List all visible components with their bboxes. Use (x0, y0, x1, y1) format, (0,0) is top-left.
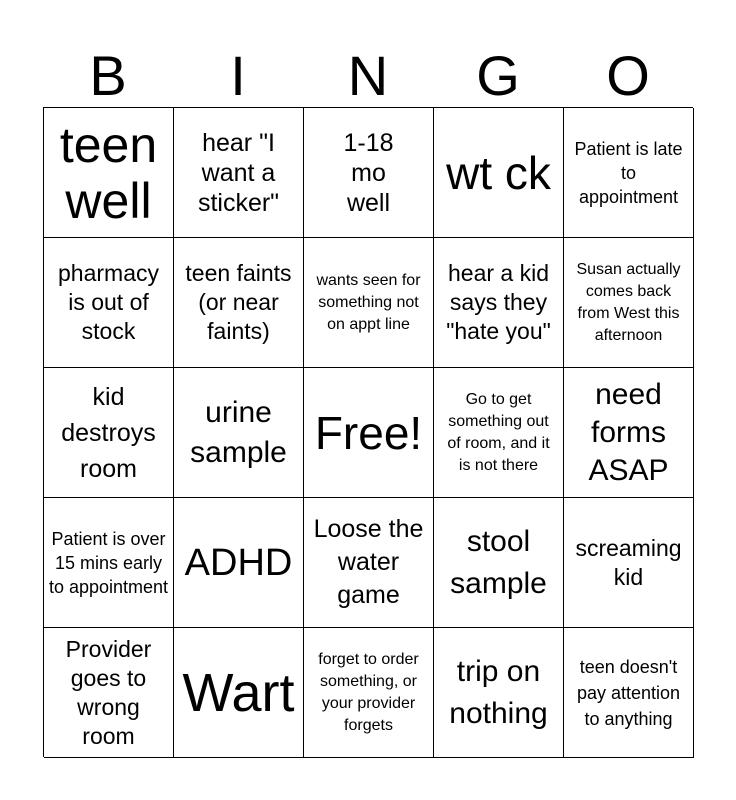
cell-label: Loose the water game (313, 515, 424, 609)
cell-label: forget to order something, or your provider forgets (318, 650, 419, 734)
header-letter-g: G (476, 44, 520, 107)
bingo-cell-r5c4[interactable] (434, 628, 564, 758)
cell-label: Provider goes to wrong room (65, 635, 152, 749)
bingo-cell-r1c4[interactable] (434, 108, 564, 238)
bingo-cell-r2c1[interactable] (44, 238, 174, 368)
cell-label: 1-18 mo well (343, 128, 394, 217)
cell-label: Patient is late to appointment (574, 138, 683, 207)
bingo-cell-r2c5[interactable] (564, 238, 694, 368)
cell-label: kid destroys room (61, 382, 156, 483)
bingo-cell-r4c2[interactable] (174, 498, 304, 628)
cell-label: teen doesn't pay attention to anything (576, 656, 681, 729)
cell-label: Patient is over 15 mins early to appointment (48, 528, 169, 597)
bingo-cell-r3c4[interactable] (434, 368, 564, 498)
cell-label: trip on nothing (449, 654, 548, 730)
bingo-cell-r3c2[interactable] (174, 368, 304, 498)
cell-label: need forms ASAP (588, 377, 669, 487)
cell-label: stool sample (450, 524, 547, 600)
bingo-cell-r1c3[interactable] (304, 108, 434, 238)
bingo-cell-r1c1[interactable] (44, 108, 174, 238)
bingo-cell-r3c5[interactable] (564, 368, 694, 498)
cell-label: hear a kid says they "hate you" (446, 260, 551, 344)
cell-label: wt ck (446, 146, 551, 199)
cell-label: Wart (182, 662, 295, 723)
bingo-cell-r1c2[interactable] (174, 108, 304, 238)
bingo-cell-r3c1[interactable] (44, 368, 174, 498)
bingo-cell-r5c1[interactable] (44, 628, 174, 758)
cell-label: Go to get something out of room, and it is not there (447, 390, 550, 474)
cell-label: teen well (59, 116, 158, 229)
bingo-cell-r4c3[interactable] (304, 498, 434, 628)
bingo-cell-r2c4[interactable] (434, 238, 564, 368)
cell-label: teen faints (or near faints) (185, 260, 292, 344)
bingo-cell-free[interactable] (304, 368, 434, 498)
cell-label: Susan actually comes back from West this afternoon (576, 260, 681, 344)
bingo-cell-r1c5[interactable] (564, 108, 694, 238)
cell-label: urine sample (190, 395, 287, 469)
bingo-cell-r4c4[interactable] (434, 498, 564, 628)
bingo-header (43, 44, 693, 108)
cell-label: pharmacy is out of stock (58, 260, 159, 344)
bingo-card-grid (43, 107, 693, 757)
bingo-cell-r4c1[interactable] (44, 498, 174, 628)
bingo-cell-r5c2[interactable] (174, 628, 304, 758)
header-letter-o: O (606, 44, 650, 107)
cell-label: screaming kid (575, 534, 682, 590)
bingo-cell-r4c5[interactable] (564, 498, 694, 628)
bingo-cell-r5c3[interactable] (304, 628, 434, 758)
bingo-cell-r5c5[interactable] (564, 628, 694, 758)
cell-label: hear "I want a sticker" (197, 128, 280, 217)
bingo-cell-r2c2[interactable] (174, 238, 304, 368)
cell-label: ADHD (184, 541, 293, 584)
header-letter-n: N (347, 44, 389, 107)
header-letter-b: B (89, 44, 127, 107)
cell-label: Free! (314, 406, 423, 459)
header-letter-i: I (230, 44, 246, 107)
bingo-cell-r2c3[interactable] (304, 238, 434, 368)
cell-label: wants seen for something not on appt line (316, 271, 421, 333)
